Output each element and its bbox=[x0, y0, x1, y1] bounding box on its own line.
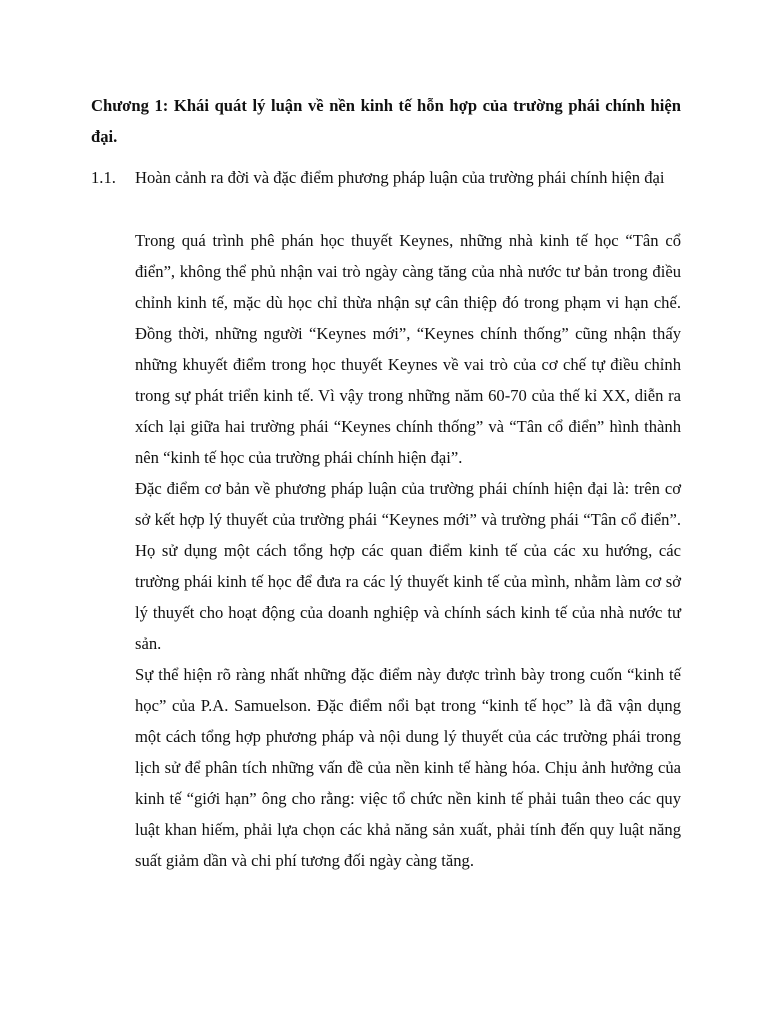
paragraph: Trong quá trình phê phán học thuyết Keynes, những nhà kinh tế học “Tân cổ điển”, không thể phủ nhận vai trò ngày càng tăng của nhà nước tư bản trong điều chỉnh kinh tế, mặc dù học chỉ thừa nhận sự cân thiệp đó trong phạm vi hạn chế. Đồng thời, những người “Keynes mới”, “Keynes chính thống” cũng nhận thấy những khuyết điểm trong học thuyết Keynes về vai trò của cơ chế tự điều chỉnh trong sự phát triển kinh tế. Vì vậy trong những năm 60-70 của thế kỉ XX, diễn ra xích lại giữa hai trường phái “Keynes chính thống” và “Tân cổ điển” hình thành nên “kinh tế học của trường phái chính hiện đại”. bbox=[135, 231, 681, 467]
paragraph: Đặc điểm cơ bản về phương pháp luận của trường phái chính hiện đại là: trên cơ sở kết hợp lý thuyết của trường phái “Keynes mới” và trường phái “Tân cổ điển”. Họ sử dụng một cách tổng hợp các quan điểm kinh tế của các xu hướng, các trường phái kinh tế học để đưa ra các lý thuyết kinh tế của mình, nhằm làm cơ sở lý thuyết cho hoạt động của doanh nghiệp và chính sách kinh tế của nhà nước tư sản. bbox=[135, 479, 681, 653]
chapter-title: Chương 1: Khái quát lý luận về nền kinh tế hỗn hợp của trường phái chính hiện đại. bbox=[91, 96, 681, 146]
body-text bbox=[135, 225, 681, 876]
section-heading bbox=[91, 162, 681, 193]
section-number: 1.1. bbox=[91, 168, 116, 187]
paragraph: Sự thể hiện rõ ràng nhất những đặc điểm này được trình bày trong cuốn “kinh tế học” của P.A. Samuelson. Đặc điểm nổi bạt trong “kinh tế học” là đã vận dụng một cách tổng hợp phương pháp và nội dung lý thuyết của các trường phái trong lịch sử để phân tích những vấn đề của nền kinh tế hàng hóa. Chịu ảnh hưởng của kinh tế “giới hạn” ông cho rằng: việc tổ chức nền kinh tế phải tuân theo các quy luật khan hiếm, phải lựa chọn các khả năng sản xuất, phải tính đến quy luật năng suất giảm dần và chi phí tương đối ngày càng tăng. bbox=[135, 665, 681, 870]
section-title: Hoàn cảnh ra đời và đặc điểm phương pháp luận của trường phái chính hiện đại bbox=[135, 168, 665, 187]
